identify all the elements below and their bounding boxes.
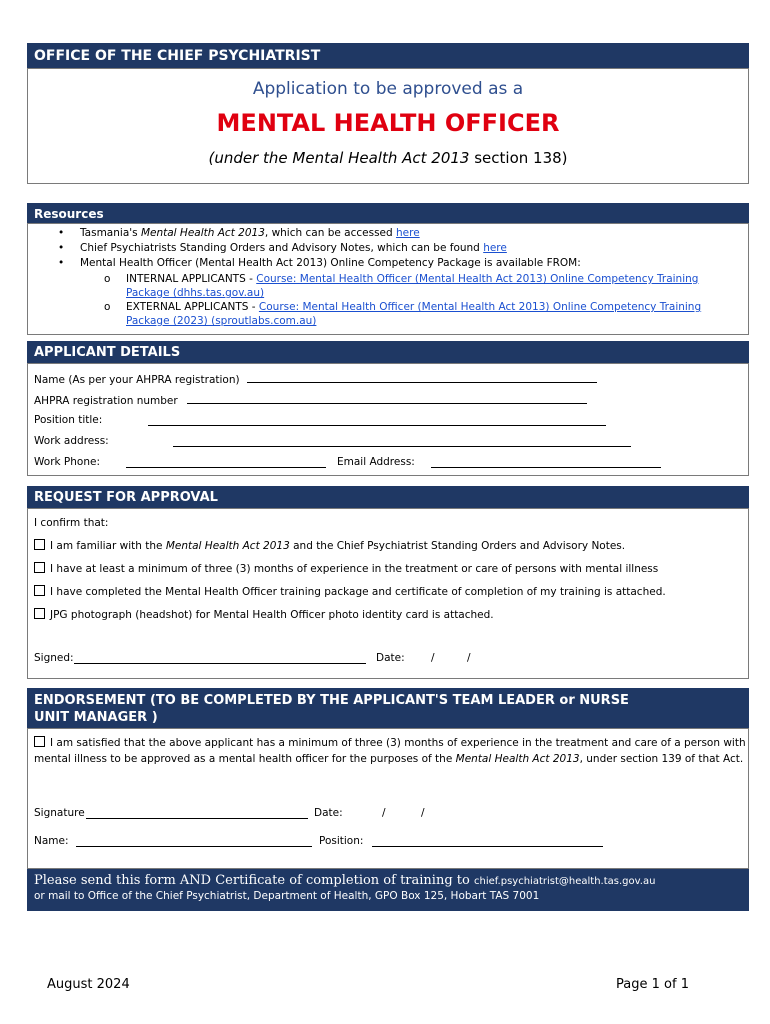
confirm-item-familiar <box>34 539 625 552</box>
name-label: Name (As per your AHPRA registration) <box>34 374 240 386</box>
send-line <box>34 873 749 888</box>
resources-box <box>27 223 749 335</box>
send-text: Please send this form AND Certificate of completion of training to <box>34 873 470 888</box>
bullet: • <box>58 242 65 254</box>
phone-row <box>34 456 100 468</box>
ahpra-field[interactable] <box>187 393 587 404</box>
confirm-item-photo <box>34 608 494 621</box>
resource-sub-external <box>104 300 738 328</box>
application-subtitle: Application to be approved as a <box>252 79 524 99</box>
signed-field[interactable] <box>74 653 366 664</box>
applicant-heading-bar <box>27 341 749 363</box>
address-label: Work address: <box>34 435 109 447</box>
training-checkbox[interactable] <box>34 585 45 596</box>
endorse-date-slash-1: / <box>382 807 386 819</box>
familiar-checkbox[interactable] <box>34 539 45 550</box>
endorse-position-label: Position: <box>319 835 364 847</box>
endorse-name-label: Name: <box>34 835 69 847</box>
confirm-item-training <box>34 585 666 598</box>
footer-date: August 2024 <box>47 977 130 992</box>
applicant-box <box>27 363 749 476</box>
form-title: MENTAL HEALTH OFFICER <box>216 109 560 137</box>
resource-item-package <box>58 257 581 269</box>
phone-label: Work Phone: <box>34 456 100 468</box>
footer-page-number: Page 1 of 1 <box>616 977 689 992</box>
ahpra-row <box>34 393 587 407</box>
endorsement-heading-bar <box>27 688 749 728</box>
act-note-italic: (under the Mental Health Act 2013 <box>208 149 470 167</box>
signature-label: Signature <box>34 807 85 819</box>
photo-text: JPG photograph (headshot) for Mental Health Officer photo identity card is attached. <box>50 609 494 621</box>
confirm-item-experience <box>34 562 658 575</box>
name-row <box>34 372 597 386</box>
resource-item-package-text: Mental Health Officer (Mental Health Act 2013) Online Competency Package is available FROM: <box>80 257 581 269</box>
resource-item-act <box>58 227 420 239</box>
resource-item-act-text-post: , which can be accessed <box>264 227 396 239</box>
date-label: Date: <box>376 652 405 664</box>
endorsement-italic: Mental Health Act 2013 <box>455 753 580 765</box>
internal-course-link[interactable]: Course: Mental Health Officer (Mental Health Act 2013) Online Competency Training Package (dhhs.tas.gov.au) <box>126 273 699 299</box>
sub-bullet: o <box>104 301 111 313</box>
endorsement-text: I am satisfied that the above applicant has a minimum of three (3) months of experience in the treatment and care of a person with mental illness to be approved as a mental health officer for the purposes of the <box>34 737 746 765</box>
endorsement-box <box>27 728 749 869</box>
bullet: • <box>58 227 65 239</box>
resource-sub-internal <box>104 272 738 300</box>
endorsement-statement <box>34 735 746 767</box>
phone-field[interactable] <box>126 457 326 468</box>
email-field[interactable] <box>431 457 661 468</box>
title-box <box>27 68 749 184</box>
request-heading-bar <box>27 486 749 508</box>
familiar-text-post: and the Chief Psychiatrist Standing Orders and Advisory Notes. <box>289 540 626 552</box>
sub-bullet: o <box>104 273 111 285</box>
date-slash-2: / <box>467 652 471 664</box>
request-box <box>27 508 749 679</box>
familiar-text: I am familiar with the <box>50 540 166 552</box>
position-row <box>34 414 102 426</box>
experience-text: I have at least a minimum of three (3) months of experience in the treatment or care of persons with mental illness <box>50 563 659 575</box>
training-text: I have completed the Mental Health Officer training package and certificate of completion of my training is attached. <box>50 586 666 598</box>
act-link[interactable]: here <box>396 227 420 239</box>
internal-label: INTERNAL APPLICANTS - <box>126 273 257 285</box>
resource-item-orders-text: Chief Psychiatrists Standing Orders and Advisory Notes, which can be found <box>80 242 484 254</box>
date-slash-1: / <box>431 652 435 664</box>
endorsement-heading-line2: UNIT MANAGER ) <box>34 710 158 725</box>
endorsement-text-post: , under section 139 of that Act. <box>579 753 744 765</box>
request-heading: REQUEST FOR APPROVAL <box>34 490 218 505</box>
send-email[interactable]: chief.psychiatrist@health.tas.gov.au <box>473 876 656 887</box>
address-field[interactable] <box>173 436 631 447</box>
name-field[interactable] <box>247 372 597 383</box>
external-label: EXTERNAL APPLICANTS - <box>126 301 259 313</box>
office-title: OFFICE OF THE CHIEF PSYCHIATRIST <box>34 48 321 64</box>
email-label: Email Address: <box>337 456 415 468</box>
address-row <box>34 435 109 447</box>
endorse-name-field[interactable] <box>76 836 312 847</box>
bullet: • <box>58 257 65 269</box>
orders-link[interactable]: here <box>483 242 507 254</box>
act-note <box>28 149 748 167</box>
resource-item-act-text: Tasmania's <box>80 227 141 239</box>
resource-item-act-italic: Mental Health Act 2013 <box>140 227 265 239</box>
endorsement-checkbox[interactable] <box>34 736 45 747</box>
position-label: Position title: <box>34 414 103 426</box>
resources-heading: Resources <box>34 207 104 221</box>
applicant-heading: APPLICANT DETAILS <box>34 345 181 360</box>
endorse-date-label: Date: <box>314 807 343 819</box>
resource-item-orders <box>58 242 507 254</box>
position-field[interactable] <box>148 415 606 426</box>
act-note-rest: section 138) <box>474 149 568 167</box>
signed-label: Signed: <box>34 652 74 664</box>
mail-line: or mail to Office of the Chief Psychiatrist, Department of Health, GPO Box 125, Hobart TAS 7001 <box>34 890 540 902</box>
signature-field[interactable] <box>86 808 308 819</box>
signed-row <box>34 652 74 664</box>
experience-checkbox[interactable] <box>34 562 45 573</box>
photo-checkbox[interactable] <box>34 608 45 619</box>
familiar-italic: Mental Health Act 2013 <box>165 540 290 552</box>
endorse-date-slash-2: / <box>421 807 425 819</box>
endorsement-heading-line1: ENDORSEMENT (TO BE COMPLETED BY THE APPLICANT'S TEAM LEADER or NURSE <box>34 693 629 708</box>
send-instructions-bar <box>27 869 749 911</box>
endorse-position-field[interactable] <box>372 836 603 847</box>
confirm-text: I confirm that: <box>34 517 109 529</box>
office-header-bar <box>27 43 749 68</box>
resources-heading-bar <box>27 203 749 223</box>
ahpra-label: AHPRA registration number <box>34 395 178 407</box>
external-course-link[interactable]: Course: Mental Health Officer (Mental Health Act 2013) Online Competency Training Package (2023) (sproutlabs.com.au) <box>126 301 702 327</box>
